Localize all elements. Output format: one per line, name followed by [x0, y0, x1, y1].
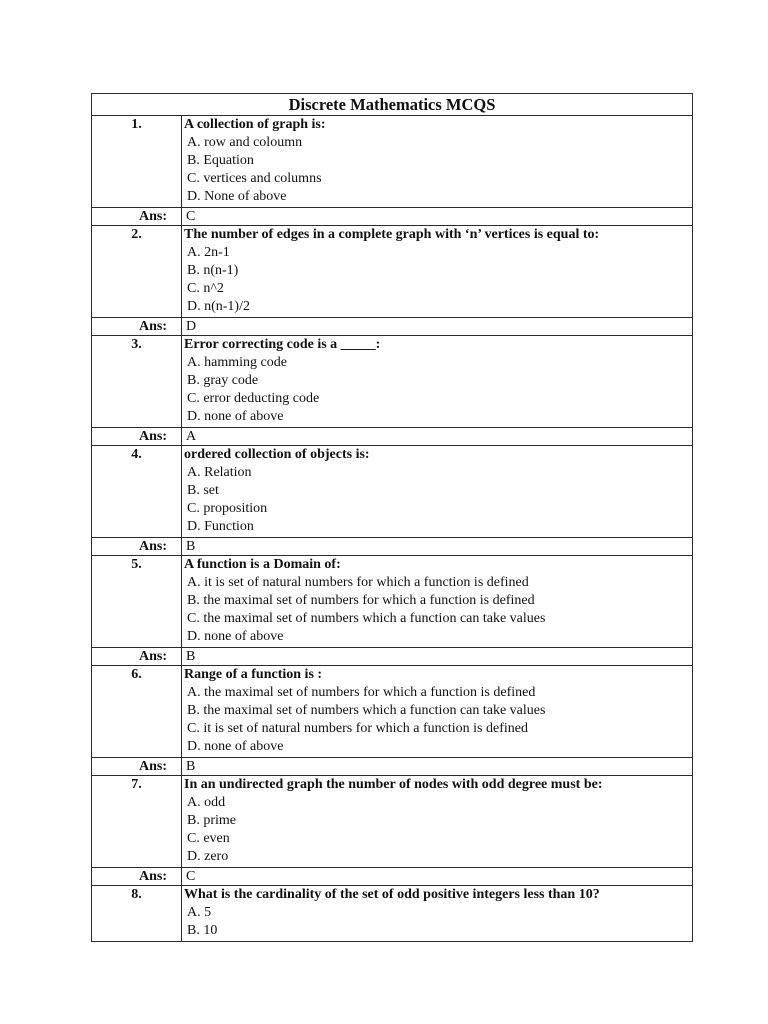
answer-row	[92, 648, 693, 666]
answer-label: Ans:	[92, 758, 182, 776]
answer-letter: C	[186, 209, 196, 224]
question-row	[92, 666, 693, 758]
option-a: A. odd	[187, 795, 226, 810]
question-number: 7.	[92, 776, 182, 868]
option-d: D. none of above	[187, 409, 284, 424]
question-number: 6.	[92, 666, 182, 758]
option-a: A. the maximal set of numbers for which a function is defined	[187, 685, 536, 700]
option-b: B. n(n-1)	[187, 263, 239, 278]
question-row	[92, 776, 693, 868]
answer-letter: B	[186, 649, 196, 664]
answer-label: Ans:	[92, 648, 182, 666]
question-number: 2.	[92, 226, 182, 318]
question-row	[92, 116, 693, 208]
option-c: C. it is set of natural numbers for which a function is defined	[187, 721, 528, 736]
option-d: D. zero	[187, 849, 229, 864]
question-cell	[182, 336, 693, 428]
answer-letter: A	[186, 429, 197, 444]
question-cell	[182, 556, 693, 648]
rule-line	[638, 225, 692, 226]
question-text: The number of edges in a complete graph with ‘n’ vertices is equal to:	[184, 227, 600, 242]
answer-label: Ans:	[92, 208, 182, 226]
answer-value	[182, 318, 693, 336]
option-a: A. hamming code	[187, 355, 287, 370]
option-d: D. Function	[187, 519, 254, 534]
question-row	[92, 446, 693, 538]
option-a: A. row and coloumn	[187, 135, 303, 150]
answer-label: Ans:	[92, 428, 182, 446]
question-cell	[182, 116, 693, 208]
answer-letter: B	[186, 539, 196, 554]
answer-label: Ans:	[92, 318, 182, 336]
question-row	[92, 556, 693, 648]
answer-letter: B	[186, 759, 196, 774]
answer-row	[92, 758, 693, 776]
answer-row	[92, 538, 693, 556]
answer-value	[182, 868, 693, 886]
option-b: B. prime	[187, 813, 236, 828]
question-cell	[182, 666, 693, 758]
option-b: B. set	[187, 483, 219, 498]
question-cell	[182, 446, 693, 538]
answer-row	[92, 318, 693, 336]
question-text: ordered collection of objects is:	[184, 447, 370, 462]
answer-row	[92, 868, 693, 886]
question-text: In an undirected graph the number of nodes with odd degree must be:	[184, 777, 603, 792]
answer-value	[182, 428, 693, 446]
option-a: A. it is set of natural numbers for which a function is defined	[187, 575, 529, 590]
option-d: D. None of above	[187, 189, 287, 204]
question-cell	[182, 776, 693, 868]
answer-row	[92, 428, 693, 446]
option-a: A. 5	[187, 905, 212, 920]
option-b: B. gray code	[187, 373, 259, 388]
option-c: C. proposition	[187, 501, 268, 516]
answer-letter: C	[186, 869, 196, 884]
option-c: C. vertices and columns	[187, 171, 322, 186]
option-d: D. n(n-1)/2	[187, 299, 250, 314]
question-row	[92, 336, 693, 428]
question-number: 5.	[92, 556, 182, 648]
option-c: C. n^2	[187, 281, 224, 296]
option-b: B. the maximal set of numbers for which a function is defined	[187, 593, 535, 608]
mcq-document	[91, 93, 692, 942]
answer-row	[92, 208, 693, 226]
title-row	[92, 94, 693, 116]
answer-value	[182, 208, 693, 226]
question-number: 3.	[92, 336, 182, 428]
question-text: What is the cardinality of the set of odd positive integers less than 10?	[184, 887, 600, 902]
question-text: Range of a function is :	[184, 667, 323, 682]
question-number: 4.	[92, 446, 182, 538]
answer-value	[182, 648, 693, 666]
document-title: Discrete Mathematics MCQS	[92, 94, 693, 116]
option-d: D. none of above	[187, 629, 284, 644]
option-a: A. 2n-1	[187, 245, 230, 260]
answer-label: Ans:	[92, 538, 182, 556]
answer-label: Ans:	[92, 868, 182, 886]
mcq-table	[91, 93, 693, 942]
question-text: A collection of graph is:	[184, 117, 326, 132]
question-text: A function is a Domain of:	[184, 557, 341, 572]
answer-value	[182, 758, 693, 776]
option-c: C. the maximal set of numbers which a function can take values	[187, 611, 546, 626]
option-c: C. even	[187, 831, 230, 846]
option-d: D. none of above	[187, 739, 284, 754]
option-b: B. the maximal set of numbers which a function can take values	[187, 703, 546, 718]
question-cell	[182, 226, 693, 318]
option-c: C. error deducting code	[187, 391, 320, 406]
question-row	[92, 886, 693, 942]
question-text: Error correcting code is a _____:	[184, 337, 381, 352]
option-a: A. Relation	[187, 465, 252, 480]
question-number: 8.	[92, 886, 182, 942]
option-b: B. 10	[187, 923, 218, 938]
option-b: B. Equation	[187, 153, 254, 168]
answer-value	[182, 538, 693, 556]
answer-letter: D	[186, 319, 197, 334]
question-cell	[182, 886, 693, 942]
question-number: 1.	[92, 116, 182, 208]
question-row	[92, 226, 693, 318]
